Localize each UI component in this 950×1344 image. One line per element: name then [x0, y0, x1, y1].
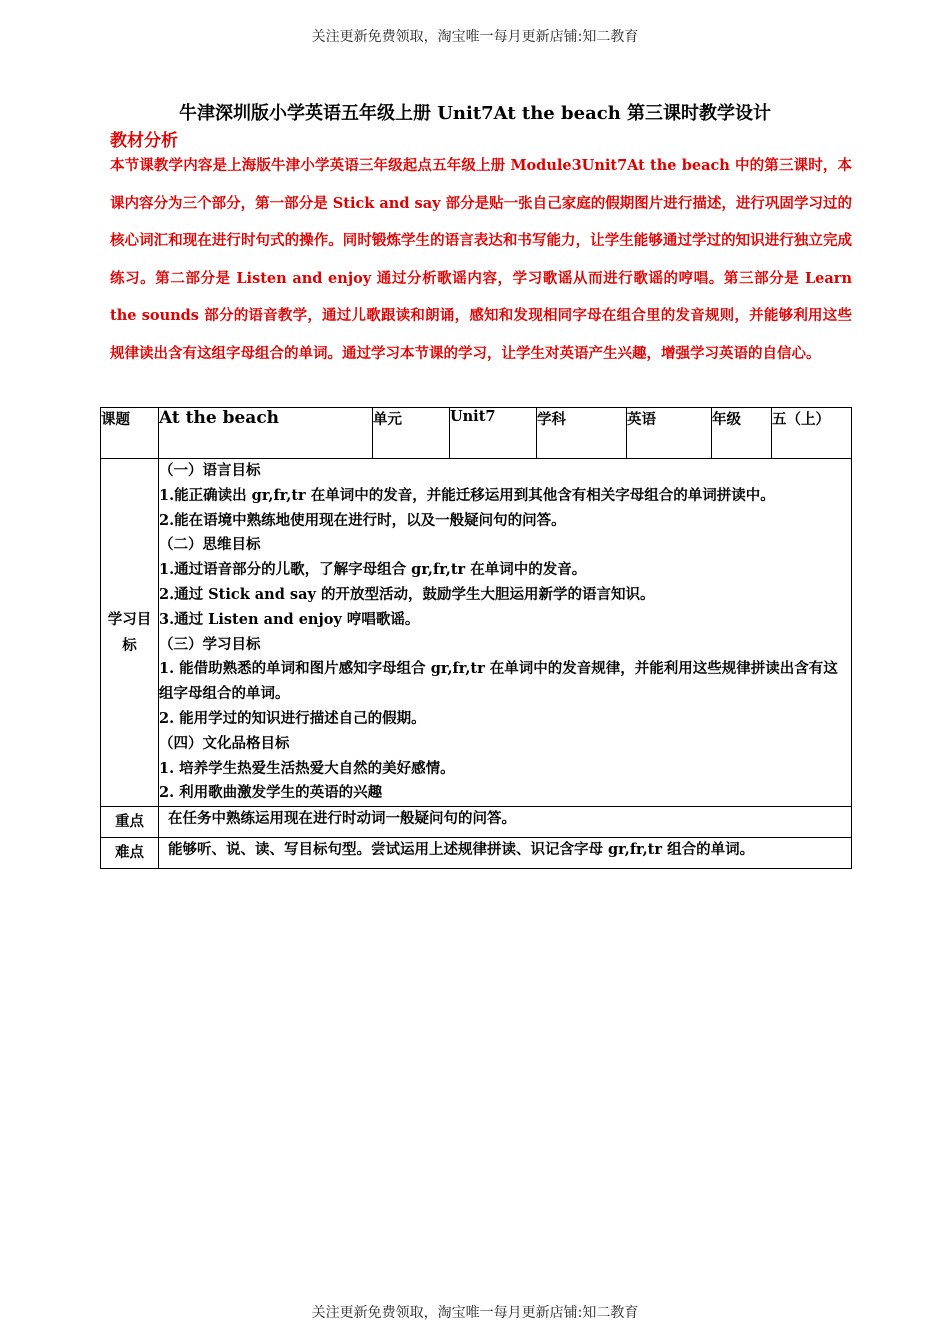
objective-line: 1. 培养学生热爱生活热爱大自然的美好感情。 [159, 759, 455, 777]
objective-line: 3.通过 Listen and enjoy 哼唱歌谣。 [159, 610, 420, 628]
table-row-difficulty [101, 838, 852, 869]
lesson-design-table [100, 407, 852, 869]
grade-label: 年级 [712, 408, 772, 459]
unit-label: 单元 [373, 408, 450, 459]
topic-value: At the beach [159, 408, 373, 459]
document-title: 牛津深圳版小学英语五年级上册 Unit7At the beach 第三课时教学设计 [178, 103, 772, 124]
header-note: 关注更新免费领取，淘宝唯一每月更新店铺:知二教育 [311, 29, 639, 45]
objective-line: 2.能在语境中熟练地使用现在进行时，以及一般疑问句的问答。 [159, 511, 566, 529]
difficulty-label: 难点 [101, 838, 159, 869]
footer-note: 关注更新免费领取，淘宝唯一每月更新店铺:知二教育 [311, 1305, 639, 1321]
table-row-basic-info [101, 408, 852, 459]
key-point-label: 重点 [101, 807, 159, 838]
objective-line: 2.通过 Stick and say 的开放型活动，鼓励学生大胆运用新学的语言知识。 [159, 585, 655, 603]
grade-value: 五（上） [772, 408, 852, 459]
objective-line: 2. 能用学过的知识进行描述自己的假期。 [159, 709, 426, 727]
objective-line: （四）文化品格目标 [159, 734, 290, 752]
objective-line: （二）思维目标 [159, 536, 261, 554]
key-point-value: 在任务中熟练运用现在进行时动词一般疑问句的问答。 [159, 807, 852, 838]
subject-value: 英语 [627, 408, 712, 459]
table-row-objectives [101, 459, 852, 807]
objectives-label: 学习目标 [101, 459, 159, 807]
objective-line: 2. 利用歌曲激发学生的英语的兴趣 [159, 784, 383, 802]
table-row-key-point [101, 807, 852, 838]
material-analysis-heading: 教材分析 [110, 131, 178, 151]
objective-line: 1. 能借助熟悉的单词和图片感知字母组合 gr,fr,tr 在单词中的发音规律，并能利用这些规律拼读出含有这组字母组合的单词。 [159, 660, 838, 703]
objective-line: 1.能正确读出 gr,fr,tr 在单词中的发音，并能迁移运用到其他含有相关字母组合的单词拼读中。 [159, 486, 775, 504]
objective-line: 1.通过语音部分的儿歌，了解字母组合 gr,fr,tr 在单词中的发音。 [159, 561, 587, 579]
unit-value: Unit7 [450, 408, 537, 459]
objectives-content [159, 459, 852, 807]
difficulty-value: 能够听、说、读、写目标句型。尝试运用上述规律拼读、识记含字母 gr,fr,tr 组合的单词。 [159, 838, 852, 869]
material-analysis-body: 本节课教学内容是上海版牛津小学英语三年级起点五年级上册 Module3Unit7At the beach 中的第三课时，本课内容分为三个部分，第一部分是 Stick and say 部分是贴一张自己家庭的假期图片进行描述，进行巩固学习过的核心词汇和现在进行时句式的操作。同时锻炼学生的语言表达和书写能力，让学生能够通过学过的知识进行独立完成练习。第二部分是 Listen and enjoy 通过分析歌谣内容，学习歌谣从而进行歌谣的哼唱。第三部分是 Learn the sounds 部分的语音教学，通过儿歌跟读和朗诵，感知和发现相同字母在组合里的发音规则，并能够利用这些规律读出含有这组字母组合的单词。通过学习本节课的学习，让学生对英语产生兴趣，增强学习英语的自信心。 [110, 157, 852, 362]
topic-label: 课题 [101, 408, 159, 459]
subject-label: 学科 [537, 408, 627, 459]
objective-line: （一）语言目标 [159, 462, 261, 479]
objective-line: （三）学习目标 [159, 635, 261, 653]
